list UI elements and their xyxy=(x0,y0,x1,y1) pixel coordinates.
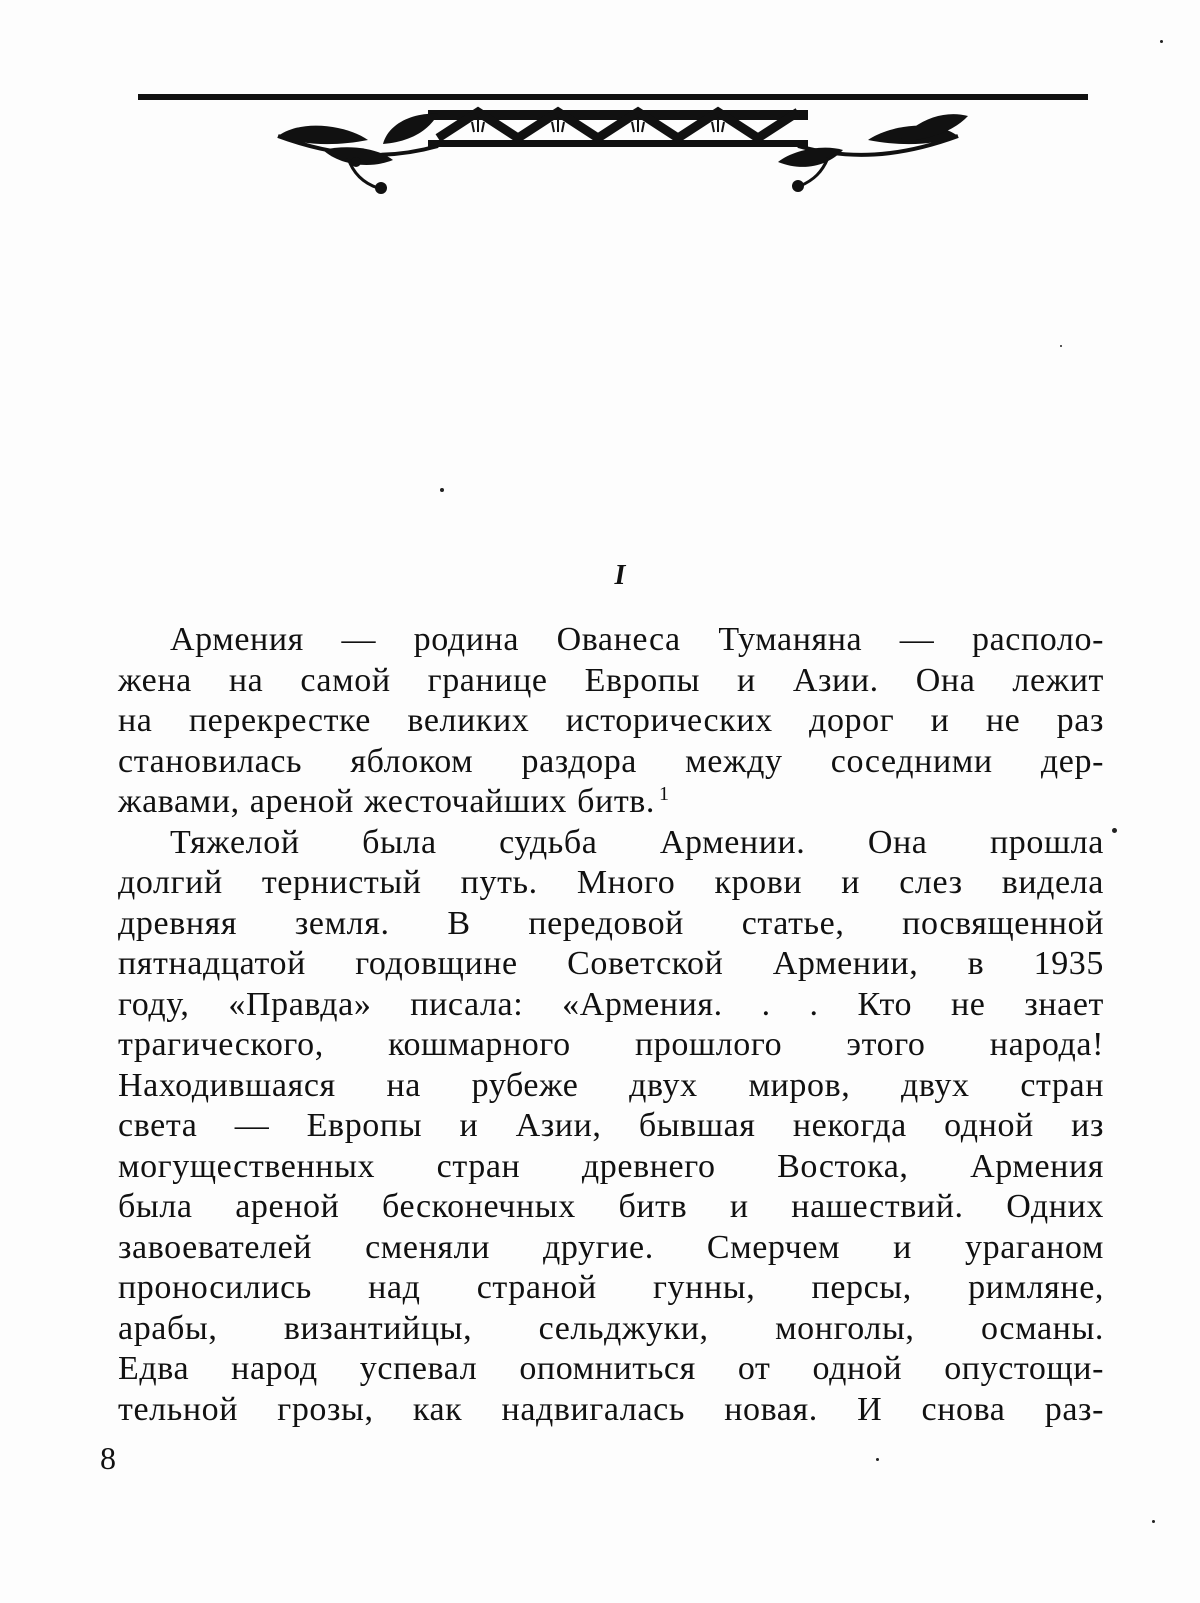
chapter-numeral: I xyxy=(614,560,626,591)
text-line: древняя земля. В передовой статье, посвященной xyxy=(118,904,1104,942)
text-line: жена на самой границе Европы и Азии. Она лежит xyxy=(118,661,1104,699)
scan-speck xyxy=(1160,40,1163,43)
text-line: была ареной бесконечных битв и нашествий. Одних xyxy=(118,1188,1104,1225)
footnote-marker[interactable]: 1 xyxy=(659,782,670,805)
body-text xyxy=(118,620,1104,1430)
text-line: Едва народ успевал опомниться от одной опустощи- xyxy=(118,1350,1104,1387)
text-line: трагического, кошмарного прошлого этого народа! xyxy=(118,1026,1104,1063)
text-line: на перекрестке великих исторических дорог и не раз xyxy=(118,702,1104,739)
text-line: долгий тернистый путь. Много крови и слез видела xyxy=(118,864,1104,901)
paragraph-2 xyxy=(118,823,1104,1431)
scan-speck xyxy=(876,1458,879,1461)
scan-speck xyxy=(1112,828,1117,833)
text-line: Тяжелой была судьба Армении. Она прошла xyxy=(170,823,1104,861)
decorative-header-ornament xyxy=(138,88,1088,198)
text-line: света — Европы и Азии, бывшая некогда одной из xyxy=(118,1107,1104,1144)
text-line: могущественных стран древнего Востока, Армения xyxy=(118,1147,1104,1185)
text-line: проносились над страной гунны, персы, римляне, xyxy=(118,1269,1104,1306)
text-line-last xyxy=(118,782,1104,823)
text-line: завоевателей сменяли другие. Смерчем и ураганом xyxy=(118,1228,1104,1266)
text-line: тельной грозы, как надвигалась новая. И снова раз- xyxy=(118,1390,1104,1428)
paragraph-1 xyxy=(118,620,1104,823)
text-line: становилась яблоком раздора между соседними дер- xyxy=(118,742,1104,780)
text-line-content: жавами, ареной жесточайших битв. xyxy=(118,783,656,820)
text-line: Находившаяся на рубеже двух миров, двух стран xyxy=(118,1066,1104,1104)
text-line: Армения — родина Ованеса Туманяна — располо- xyxy=(170,621,1104,658)
scan-speck xyxy=(440,488,444,492)
scan-speck xyxy=(1060,345,1062,347)
text-line: году, «Правда» писала: «Армения. . . Кто не знает xyxy=(118,985,1104,1023)
text-line: арабы, византийцы, сельджуки, монголы, османы. xyxy=(118,1309,1104,1347)
text-line: пятнадцатой годовщине Советской Армении, в 1935 xyxy=(118,945,1104,982)
scan-speck xyxy=(1152,1520,1155,1523)
page-number: 8 xyxy=(100,1440,116,1476)
